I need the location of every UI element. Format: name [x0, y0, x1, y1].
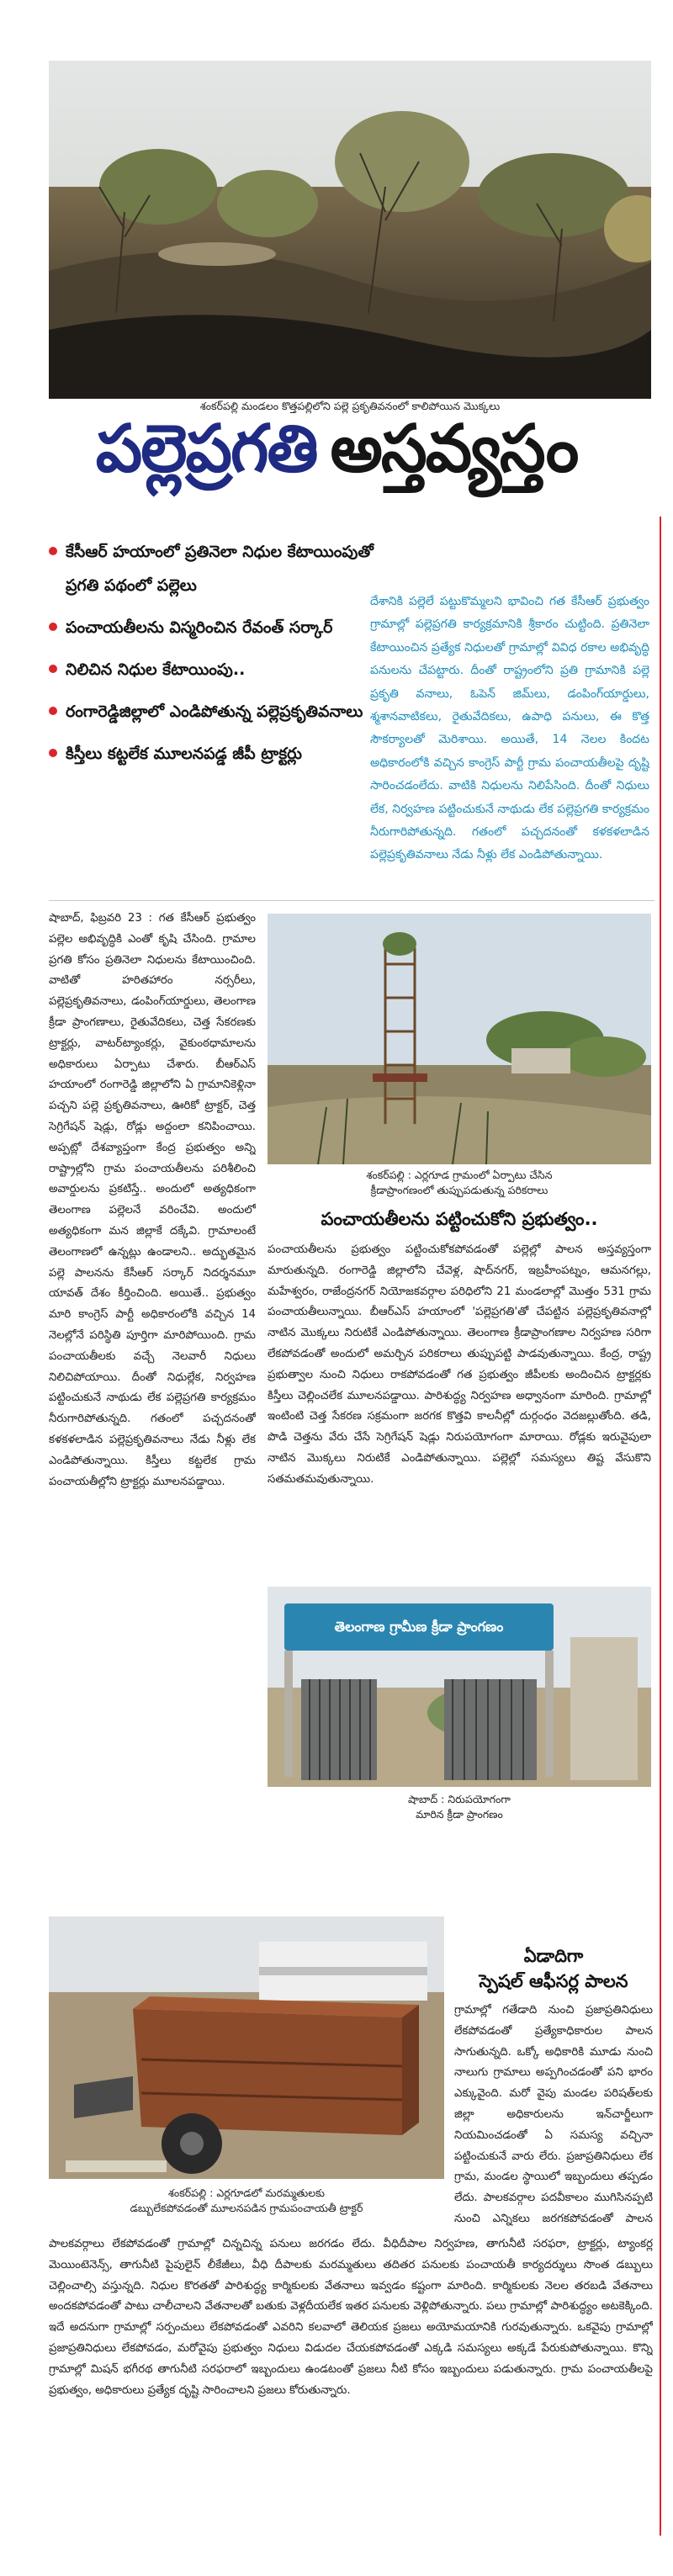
- intro-paragraph: దేశానికి పల్లెలే పట్టుకొమ్మలని భావించి గత కేసీఆర్ ప్రభుత్వం గ్రామాల్లో పల్లెప్రగతి కార్యక్రమానికి శ్రీకారం చుట్టింది. ప్రతినెలా కేటాయించిన ప్రత్యేక నిధులతో గ్రామాల్లో వివిధ రకాల అభివృద్ధి పనులను చేపట్టారు. దీంతో రాష్ట్రంలోని ప్రతి గ్రామానికి పల్లె ప్రకృతి వనాలు, ఓపెన్ జిమ్‌లు, డంపింగ్‌యార్డులు, శ్మశానవాటికలు, రైతువేదికలు, ఉపాధి పనులు, ఈ కొత్త సౌకర్యాలతో మెరిశాయి. అయితే, 14 నెలల కింద‌ట అధికారంలోకి వచ్చిన కాంగ్రెస్ పార్టీ గ్రామ పంచాయతీలపై దృష్టి సారించ‌డంలేదు. వాటికి నిధులను నిలిపేసింది. దీంతో నిధులు లేక, నిర్వహణ పట్టించుకునే నాథుడు లేక పల్లెప్రగతి కార్యక్రమం నీరుగారిపోతున్నది. గతంలో పచ్చదనంతో కళకళలాడిన పల్లెప్రకృతివనాలు నేడు నీళ్లు లేక ఎండిపోతున్నాయి.: [370, 595, 649, 862]
- rusted-tower-image: [268, 914, 651, 1164]
- highlight-item: కిస్తీలు కట్టలేక మూలనపడ్డ జీపీ ట్రాక్టర్లు: [49, 737, 377, 771]
- bullet-dot-icon: [49, 707, 57, 715]
- tractor-photo-caption: శంకర్‌పల్లి : ఎర్లగూడలో మరమ్మతులకు డబ్బులేకపోవడంతో మూలనపడిన గ్రామపంచాయతీ ట్రాక్టర్: [130, 2186, 363, 2214]
- highlight-item: పంచాయతీలను విస్మరించిన రేవంత్ సర్కార్: [49, 611, 377, 644]
- highlights-list: [49, 535, 377, 779]
- red-vertical-rule: [660, 517, 661, 2536]
- closing-paragraph: పాలకవర్గాలు లేకపోవడంతో గ్రామాల్లో చిన్నచిన్న పనులు జరగడం లేదు. వీధిదీపాల నిర్వహణ, తాగునీటి సరఫరా, ట్రాక్టర్లు, ట్యాంకర్ల మెయింటెనెన్స్, తాగునీటి పైపులైన్ లీకేజీలు, వీధి దీపాలకు మరమ్మతులు తదితర పనులకు పంచాయతీ కార్యదర్శులు సొంత డబ్బులు చెల్లించాల్సి వస్తున్నది. నిధుల కొరతతో పారిశుద్ధ్య కార్మికులకు వేతనాలు ఇవ్వడం కష్టంగా మారింది. కార్మికులకు నెలల తరబడి వేతనాలు అందకపోవడంతో పాటు చాలీచాలని వేతనాలతో బతుకు వెళ్లదీయలేక ఇతర పనులకు వెళ్లిపోతున్నారు. పలు గ్రామాల్లో పారిశుద్ధ్యం అటకెక్కింది. ఇదే అదనుగా గ్రామాల్లో సర్పంచులు లేకపోవడంతో ఎవరిని కలవాలో తెలియక ప్రజలు అయోమయానికి గురవుతున్నారు. ఒకవైపు గ్రామాల్లో ప్రజాప్రతినిధులు లేకపోవడం, మరోవైపు ప్రభుత్వం నిధులు విడుదల చేయకపోవడంతో ఎక్కడి సమస్యలు అక్కడే పేరుకుపోతున్నాయి. కొన్ని గ్రామాల్లో మిషన్ భగీరథ తాగునీటి సరఫరాలో ఇబ్బందులు ఉండటంతో ప్రజలు నీటి కోసం ఇబ్బందులు పడుతున్నారు. గ్రామ పంచాయతీలపై ప్రభుత్వం, అధికారులు ప్రత్యేక దృష్టి సారించాలని ప్రజలు కోరుతున్నారు.: [49, 2238, 653, 2397]
- section-divider: [49, 900, 654, 901]
- tower-photo-caption: శంకర్‌పల్లి : ఎర్లగూడ గ్రామంలో ఏర్పాటు చేసిన క్రీడాప్రాంగణంలో తుప్పుపడుతున్న పరికరాలు: [366, 1169, 553, 1196]
- tractor-photo: [49, 1916, 444, 2179]
- highlight-item: కేసీఆర్ హయాంలో ప్రతినెలా నిధుల కేటాయింపుతో ప్రగతి పథంలో పల్లెలు: [49, 535, 377, 602]
- section-special-officers-text: గ్రామాల్లో గతేడాది నుంచి ప్రజాప్రతినిధులు లేకపోవడంతో ప్రత్యేకాధికారుల పాలన సాగుతున్నది. ఒక్కో అధికారికి మూడు నుంచి నాలుగు గ్రామాలు అప్పగించడంతో పని భారం ఎక్కువైంది. మరో వైపు మండల పరిషత్‌లకు జిల్లా అధికారులను ఇన్‌చార్జీలుగా నియమించడంతో ఏ సమస్య వచ్చినా పట్టించుకునే వారు లేరు. ప్రజాప్రతినిధులు లేక గ్రామ, మండల స్థాయిలో ఇబ్బందులు తప్పడం లేదు. పాలకవర్గాల పదవీకాలం ముగిసినప్పటి నుంచి ఎన్నికలు జరగకపోవడంతో పాలన: [454, 2004, 653, 2225]
- gate-photo: [268, 1587, 651, 1787]
- highlight-item: నిలిచిన నిధుల కేటాయింపు..: [49, 653, 377, 686]
- top-photo: [49, 61, 651, 399]
- section-heading-special-officers: ఏడాదిగా స్పెషల్ ఆఫీసర్ల పాలన: [479, 1946, 628, 1991]
- burnt-forest-image: [49, 61, 651, 399]
- headline: [0, 411, 673, 503]
- bullet-dot-icon: [49, 749, 57, 757]
- top-photo-caption: శంకర్‌పల్లి మండలం కొత్తపల్లిలోని పల్లె ప్రకృతివనంలో కాలిపోయిన మొక్కలు: [199, 400, 501, 412]
- gate-sign-text: తెలంగాణ గ్రామీణ క్రీడా ప్రాంగణం: [334, 1619, 504, 1635]
- bullet-dot-icon: [49, 547, 57, 555]
- headline-part1: పల్లెప్రగతి: [95, 411, 317, 487]
- article-column-1: షాబాద్, ఫిబ్రవరి 23 : గత కేసీఆర్ ప్రభుత్వం పల్లెల అభివృద్ధికి ఎంతో కృషి చేసింది. గ్రామాల ప్రగతి కోసం ప్రతినెలా నిధులను కేటాయించింది. వాటితో హరితహారం నర్సరీలు, పల్లెప్రకృతివనాలు, డంపింగ్‌యార్డులు, తెలంగాణ క్రీడా ప్రాంగణాలు, రైతువేదికలు, చెత్త సేకరణకు ట్రాక్టర్లు, వాటర్‌ట్యాంకర్లు, వైకుంఠధామాలను అధికారులు ఏర్పాటు చేశారు. బీఆర్ఎస్ హయాంలో రంగారెడ్డి జిల్లాలోని ఏ గ్రామానికెళ్లినా పచ్చని పల్లె ప్రకృతివనాలు, ఊరికో ట్రాక్టర్, చెత్త సెగ్రిగేషన్ షెడ్లు, రోడ్లు అద్దంలా కనిపించాయి. అప్పట్లో దేశవ్యాప్తంగా కేంద్ర ప్రభుత్వం అన్ని రాష్ట్రాల్లోని గ్రామ పంచాయతీలను పరిశీలించి అవార్డులను ప్రకటిస్తే.. అందులో అత్యధికంగా తెలంగాణ పల్లెలనే వరించేవి. అందులో అత్యధికంగా మన జిల్లాకే దక్కేవి. గ్రామాలంటే తెలంగాణలో ఉన్నట్లు ఉండాలని.. అద్భుతమైన పల్లె పాలనను కేసీఆర్ సర్కార్ నిదర్శనమూ యావత్ దేశం కీర్తించింది. అయితే.. ప్రభుత్వం మారి కాంగ్రెస్ పార్టీ అధికారంలోకి వచ్చిన 14 నెలల్లోనే పరిస్థితి పూర్తిగా మారిపోయింది. గ్రామ పంచాయతీలకు వచ్చే నెలవారీ నిధులు నిలిచిపోయాయి. దీంతో నిధుల్లేక, నిర్వహణ పట్టించుకునే నాథుడు లేక పల్లెప్రగతి కార్యక్రమం నీరుగారిపోతున్నది. గతంలో పచ్చదనంతో కళకళలాడిన పల్లెప్రకృతివనాలు నేడు నీళ్లు లేక ఎండిపోతున్నాయి. కిస్తీలు కట్టలేక గ్రామ పంచాయతీల్లోని ట్రాక్టర్లు మూలనపడ్డాయి.: [49, 912, 256, 1488]
- section-panchayats-text: పంచాయతీలను ప్రభుత్వం పట్టించుకోకపోవడంతో పల్లెల్లో పాలన అస్తవ్యస్తంగా మారుతున్నది. రంగారెడ్డి జిల్లాలోని చేవెళ్ల, షాద్‌నగర్, ఇబ్రహీంపట్నం, ఆమనగల్లు, మహేశ్వరం, రాజేంద్రనగర్ నియోజకవర్గాల పరిధిలోని 21 మండలాల్లో మొత్తం 531 గ్రామ పంచాయతీలున్నాయి. బీఆర్ఎస్ హయాంలో 'పల్లెప్రగతి'తో చేపట్టిన పల్లెప్రకృతివనాల్లో నాటిన మొక్కలు నిరుటికే ఎండిపోతున్నాయి. తెలంగాణ క్రీడాప్రాంగణాల నిర్వహణ సరిగా లేకపోవడంతో అందులో అమర్చిన పరికరాలు తుప్పుపట్టి పాడవుతున్నాయి. కేంద్ర, రాష్ట్ర ప్రభుత్వాల నుంచి నిధులు రాకపోవడంతో గత ప్రభుత్వం జీపీలకు అందించిన ట్రాక్టర్లకు కిస్తీలు చెల్లించలేక మూలనపడ్డాయి. పారిశుద్ధ్య నిర్వహణ అధ్వానంగా మారింది. గ్రామాల్లో ఇంటింటి చెత్త సేకరణ సక్రమంగా జరగక కొత్తవి కాలనీల్లో దుర్గంధం వెదజల్లుతోంది. తడి, పొడి చెత్తను వేరు చేసే సెగ్రిగేషన్ షెడ్లు నిరుపయోగంగా మారాయి. రోడ్లకు ఇరువైపులా నాటిన మొక్కలు నిరుటికే ఎండిపోతున్నాయి. పల్లెల్లో సమస్యలు తిష్ట వేసుకొని సతమతమవుతున్నాయి.: [268, 1243, 651, 1486]
- tower-photo: [268, 914, 651, 1164]
- bullet-dot-icon: [49, 665, 57, 673]
- abandoned-tractor-trailer-image: [49, 1916, 444, 2179]
- gate-photo-caption: షాబాద్ : నిరుపయోగంగా మారిన క్రీడా ప్రాంగణం: [408, 1793, 511, 1821]
- headline-part2: అస్తవ్యస్తం: [330, 411, 578, 487]
- highlight-item: రంగారెడ్డిజిల్లాలో ఎండిపోతున్న పల్లెప్రకృతివనాలు: [49, 695, 377, 729]
- section-heading-panchayats: పంచాయతీలను పట్టించుకోని ప్రభుత్వం..: [321, 1209, 598, 1229]
- bullet-dot-icon: [49, 623, 57, 631]
